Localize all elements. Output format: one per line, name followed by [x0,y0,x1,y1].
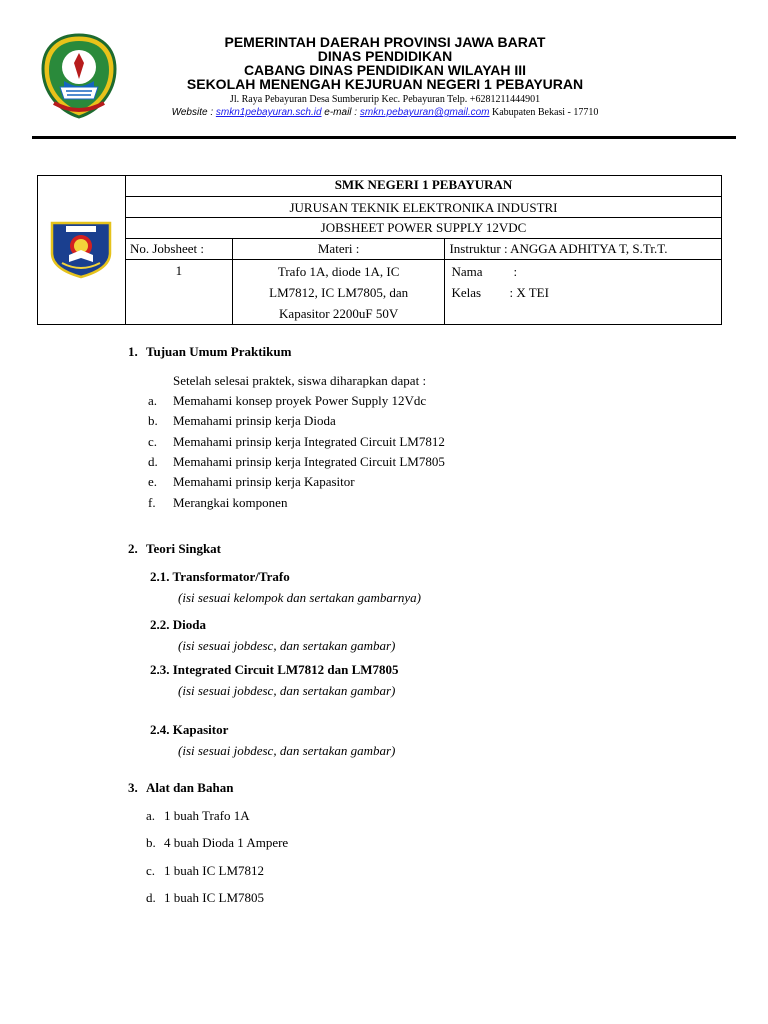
subsection-2-4-note: (isi sesuai jobdesc, dan sertakan gambar) [178,743,396,758]
section-3-number: 3. [128,780,138,795]
list-letter: c. [148,434,158,449]
kelas-label: Kelas [451,285,482,300]
subsection-2-2-title: 2.2. Dioda [150,617,206,632]
list-item [146,863,264,879]
letterhead [130,35,640,119]
website-label: Website : [171,107,216,118]
list-text: Memahami prinsip kerja Kapasitor [173,474,355,489]
department-name: JURUSAN TEKNIK ELEKTRONIKA INDUSTRI [125,197,721,218]
header-contact [130,106,640,119]
nama-row [451,261,717,282]
list-text: 1 buah IC LM7812 [164,863,265,878]
list-letter: d. [146,890,156,905]
list-text: 1 buah IC LM7805 [164,890,265,905]
list-letter: e. [148,474,158,489]
nama-sep: : [513,264,518,279]
section-1-heading [128,344,291,360]
materi-line-1: Trafo 1A, diode 1A, IC [277,264,400,279]
list-letter: b. [148,413,158,428]
subsection-2-1-note: (isi sesuai kelompok dan sertakan gambarnya) [178,590,421,605]
section-3-heading [128,780,233,796]
section-2-title: Teori Singkat [146,541,222,556]
subsection-2-3-note: (isi sesuai jobdesc, dan sertakan gambar) [178,683,396,698]
list-letter: d. [148,454,158,469]
header-line-4: SEKOLAH MENENGAH KEJURUAN NEGERI 1 PEBAYURAN [186,76,584,92]
instruktur-label: Instruktur : ANGGA ADHITYA T, S.Tr.T. [445,239,722,260]
list-letter: a. [146,808,156,823]
provincial-logo [40,33,118,119]
list-text: Memahami prinsip kerja Integrated Circuit LM7812 [173,434,445,449]
subsection-2-4-title: 2.4. Kapasitor [150,722,229,737]
website-link[interactable]: smkn1pebayuran.sch.id [215,107,322,118]
list-text: Memahami prinsip kerja Dioda [173,413,336,428]
list-text: Memahami konsep proyek Power Supply 12Vdc [173,393,427,408]
list-text: Memahami prinsip kerja Integrated Circuit LM7805 [173,454,445,469]
subsection-2-2-note: (isi sesuai jobdesc, dan sertakan gambar) [178,638,396,653]
materi-line-3: Kapasitor 2200uF 50V [279,306,399,321]
list-letter: b. [146,835,156,850]
subsection-2-1-title: 2.1. Transformator/Trafo [150,569,290,584]
list-text: 1 buah Trafo 1A [164,808,250,823]
materi-line-2: LM7812, IC LM7805, dan [269,285,409,300]
list-item [146,890,264,906]
header-line-3: CABANG DINAS PENDIDIKAN WILAYAH III [243,62,527,78]
section-1-title: Tujuan Umum Praktikum [146,344,292,359]
email-link[interactable]: smkn.pebayuran@gmail.com [359,107,490,118]
kelas-value: : X TEI [509,285,549,300]
list-item [148,454,445,470]
materi-value [232,260,445,325]
city-text: Kabupaten Bekasi - 17710 [489,107,599,118]
no-jobsheet-value: 1 [125,260,232,325]
email-label: e-mail : [321,107,360,118]
section-2-heading [128,541,221,557]
header-line-2: DINAS PENDIDIKAN [317,48,453,64]
list-item [148,474,355,490]
section-1-intro: Setelah selesai praktek, siswa diharapkan dapat : [173,373,427,388]
nama-label: Nama [451,264,483,279]
student-info [445,260,722,325]
section-1-number: 1. [128,344,138,359]
header-line-1: PEMERINTAH DAERAH PROVINSI JAWA BARAT [224,34,546,50]
list-text: 4 buah Dioda 1 Ampere [164,835,289,850]
list-letter: c. [146,863,156,878]
no-jobsheet-label: No. Jobsheet : [125,239,232,260]
list-letter: f. [148,495,156,510]
list-item [146,808,250,824]
school-logo-cell [38,176,126,325]
kelas-row [451,282,717,303]
list-letter: a. [148,393,158,408]
list-item [148,434,445,450]
school-logo [48,217,114,283]
header-divider [32,136,736,139]
section-2-number: 2. [128,541,138,556]
header-address: Jl. Raya Pebayuran Desa Sumberurip Kec. Pebayuran Telp. +6281211444901 [229,94,541,105]
materi-label: Materi : [232,239,445,260]
list-text: Merangkai komponen [173,495,288,510]
list-item [148,413,336,429]
list-item [148,495,287,511]
jobsheet-title: JOBSHEET POWER SUPPLY 12VDC [125,218,721,239]
subsection-2-3-title: 2.3. Integrated Circuit LM7812 dan LM7805 [150,662,399,677]
list-item [148,393,426,409]
jobsheet-info-table [37,175,722,325]
section-3-title: Alat dan Bahan [146,780,234,795]
school-name: SMK NEGERI 1 PEBAYURAN [125,176,721,197]
list-item [146,835,288,851]
